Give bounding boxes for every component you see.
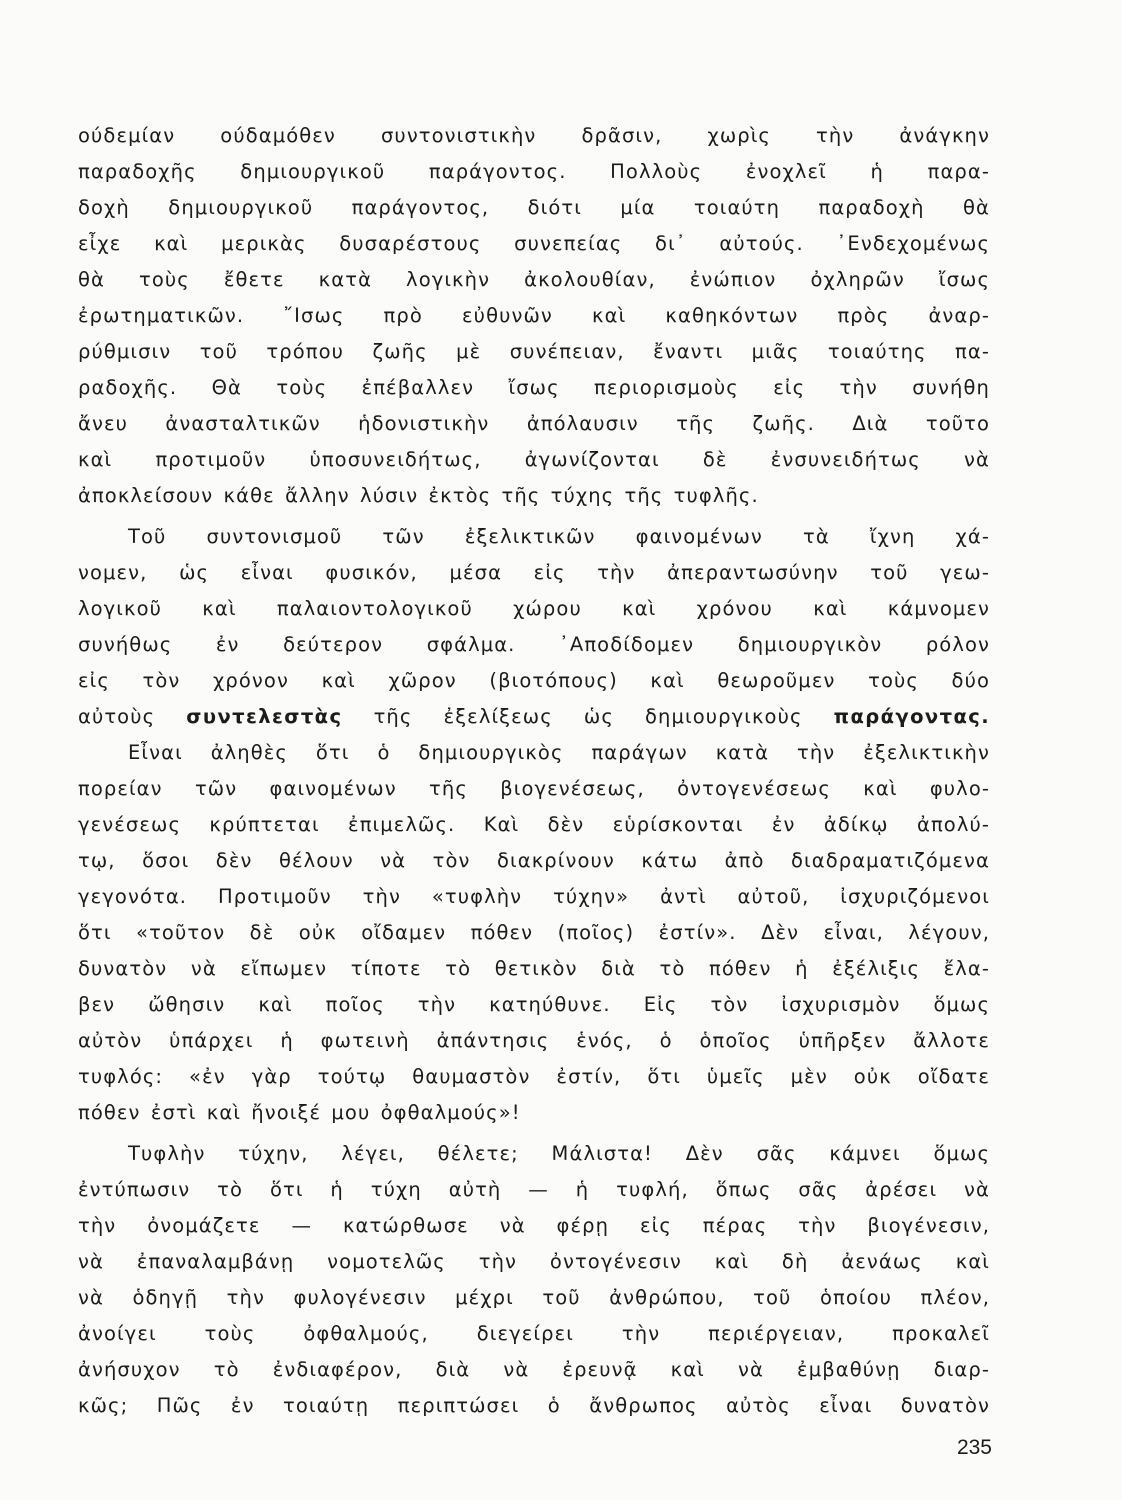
text-line: δυνατὸν νὰ εἴπωμεν τίποτε τὸ θετικὸν διὰ τὸ πόθεν ἡ ἐξέλιξις ἔλα-	[78, 957, 990, 980]
text-line: δοχὴ δημιουργικοῦ παράγοντος, διότι μία τοιαύτη παραδοχὴ θὰ	[78, 196, 990, 219]
text-line: ἄνευ ἀνασταλτικῶν ἡδονιστικὴν ἀπόλαυσιν τῆς ζωῆς. Διὰ τοῦτο	[78, 412, 990, 435]
text-line: Τοῦ συντονισμοῦ τῶν ἐξελικτικῶν φαινομένων τὰ ἴχνη χά-	[128, 525, 990, 548]
text-line: ἀποκλείσουν κάθε ἄλλην λύσιν ἐκτὸς τῆς τύχης τῆς τυφλῆς.	[78, 484, 759, 507]
text-line: θὰ τοὺς ἔθετε κατὰ λογικὴν ἀκολουθίαν, ἐνώπιον ὀχληρῶν ἴσως	[78, 268, 990, 291]
text-line: γεγονότα. Προτιμοῦν τὴν «τυφλὴν τύχην» ἀντὶ αὐτοῦ, ἰσχυριζόμενοι	[78, 885, 990, 908]
text-line: τὴν ὀνομάζετε — κατώρθωσε νὰ φέρῃ εἰς πέρας τὴν βιογένεσιν,	[78, 1214, 990, 1237]
text-line: κῶς; Πῶς ἐν τοιαύτῃ περιπτώσει ὁ ἄνθρωπος αὐτὸς εἶναι δυνατὸν	[78, 1394, 990, 1417]
body-text	[78, 118, 990, 1424]
text-line: ἀνήσυχον τὸ ἐνδιαφέρον, διὰ νὰ ἐρευνᾷ καὶ νὰ ἐμβαθύνῃ διαρ-	[78, 1358, 990, 1381]
text-line: βεν ὤθησιν καὶ ποῖος τὴν κατηύθυνε. Εἰς τὸν ἰσχυρισμὸν ὅμως	[78, 993, 990, 1016]
text-line: ἀνοίγει τοὺς ὀφθαλμούς, διεγείρει τὴν περιέργειαν, προκαλεῖ	[78, 1322, 990, 1345]
text-line: τυφλός: «ἐν γὰρ τούτῳ θαυμαστὸν ἐστίν, ὅτι ὑμεῖς μὲν οὐκ οἴδατε	[78, 1065, 990, 1088]
text-line: νὰ ὁδηγῇ τὴν φυλογένεσιν μέχρι τοῦ ἀνθρώπου, τοῦ ὁποίου πλέον,	[78, 1286, 990, 1309]
bold-term: συντελεστὰς	[186, 705, 343, 728]
text-line: ὅτι «τοῦτον δὲ οὐκ οἴδαμεν πόθεν (ποῖος) ἐστίν». Δὲν εἶναι, λέγουν,	[78, 921, 990, 944]
text-line: ραδοχῆς. Θὰ τοὺς ἐπέβαλλεν ἴσως περιορισμοὺς εἰς τὴν συνήθη	[78, 376, 990, 399]
text-line: ούδεμίαν ούδαμόθεν συντονιστικὴν δρᾶσιν, χωρὶς τὴν ἀνάγκην	[78, 124, 990, 147]
text-line: λογικοῦ καὶ παλαιοντολογικοῦ χώρου καὶ χρόνου καὶ κάμνομεν	[78, 597, 990, 620]
text-line: εἶχε καὶ μερικὰς δυσαρέστους συνεπείας δι᾽ αὐτούς. ᾿Ενδεχομένως	[78, 232, 990, 255]
text-line: αὐτὸν ὑπάρχει ἡ φωτεινὴ ἀπάντησις ἑνός, ὁ ὁποῖος ὑπῆρξεν ἄλλοτε	[78, 1029, 990, 1052]
text-line: Τυφλὴν τύχην, λέγει, θέλετε; Μάλιστα! Δὲν σᾶς κάμνει ὅμως	[128, 1142, 990, 1165]
text-line: νὰ ἐπαναλαμβάνῃ νομοτελῶς τὴν ὀντογένεσιν καὶ δὴ ἀενάως καὶ	[78, 1250, 990, 1273]
text-line: γενέσεως κρύπτεται ἐπιμελῶς. Καὶ δὲν εὑρίσκονται ἐν ἀδίκῳ ἀπολύ-	[78, 813, 990, 836]
text-line: νομεν, ὡς εἶναι φυσικόν, μέσα εἰς τὴν ἀπεραντωσύνην τοῦ γεω-	[78, 561, 990, 584]
text-line: ἐντύπωσιν τὸ ὅτι ἡ τύχη αὐτὴ — ἡ τυφλή, ὅπως σᾶς ἀρέσει νὰ	[78, 1178, 990, 1201]
text-line: πόθεν ἐστὶ καὶ ἤνοιξέ μου ὀφθαλμούς»!	[78, 1101, 521, 1124]
text-line: παραδοχῆς δημιουργικοῦ παράγοντος. Πολλοὺς ἐνοχλεῖ ἡ παρα-	[78, 160, 990, 183]
text-line: τῳ, ὅσοι δὲν θέλουν νὰ τὸν διακρίνουν κάτω ἀπὸ διαδραματιζόμενα	[78, 849, 990, 872]
text-line: πορείαν τῶν φαινομένων τῆς βιογενέσεως, ὀντογενέσεως καὶ φυλο-	[78, 777, 990, 800]
bold-term: παράγοντας.	[833, 705, 990, 728]
text-line: αὐτοὺς συντελεστὰς τῆς ἐξελίξεως ὡς δημιουργικοὺς παράγοντας.	[78, 705, 990, 728]
page-number: 235	[956, 1436, 992, 1459]
text-line: συνήθως ἐν δεύτερον σφάλμα. ᾿Αποδίδομεν δημιουργικὸν ρόλον	[78, 633, 990, 656]
text-line: ἐρωτηματικῶν. ῎Ισως πρὸ εὐθυνῶν καὶ καθηκόντων πρὸς ἀναρ-	[78, 304, 990, 327]
text-line: Εἶναι ἀληθὲς ὅτι ὁ δημιουργικὸς παράγων κατὰ τὴν ἐξελικτικὴν	[128, 741, 990, 764]
text-line: καὶ προτιμοῦν ὑποσυνειδήτως, ἀγωνίζονται δὲ ἐνσυνειδήτως νὰ	[78, 448, 990, 471]
text-line: ρύθμισιν τοῦ τρόπου ζωῆς μὲ συνέπειαν, ἔναντι μιᾶς τοιαύτης πα-	[78, 340, 990, 363]
text-line: εἰς τὸν χρόνον καὶ χῶρον (βιοτόπους) καὶ θεωροῦμεν τοὺς δύο	[78, 669, 990, 692]
